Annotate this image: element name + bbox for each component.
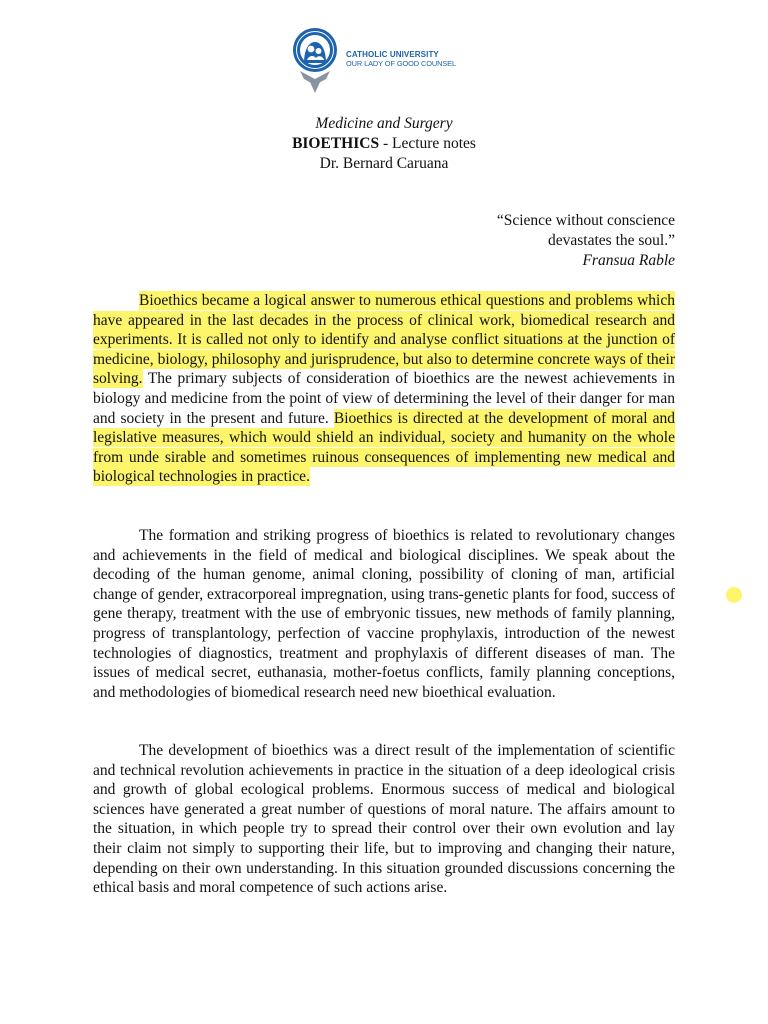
plain-text: The primary subjects of consideration of bioethics are the newest achievements in biology and medicine from the point of view of determining the level of their danger for man and society in the present and future. [93,370,675,427]
logo-text [346,50,456,68]
highlighted-text-1: Bioethics became a logical answer to numerous ethical questions and problems which have appeared in the last decades in the process of clinical work, biomedical research and experiments. It is called not only to identify and analyse conflict situations at the junction of medicine, biology, philosophy and jurisprudence, but also to determine concrete ways of their solving. [93,292,675,388]
subtitle: - Lecture notes [379,135,476,152]
document-heading [0,114,768,174]
highlight-dot-icon [726,587,742,603]
quote-line-2: devastates the soul.” [548,232,675,249]
paragraph-1 [93,291,675,487]
quote-attribution: Fransua Rable [582,252,675,269]
logo-line-2: OUR LADY OF GOOD COUNSEL [346,59,456,68]
paragraph-3-text: The development of bioethics was a direct result of the implementation of scientific and technical revolution achievements in practice in the situation of a deep ideological crisis and growth of global ecological problems. Enormous success of medical and biological sciences have generated a great number of questions of moral nature. The affairs amount to the situation, in which people try to spread their control over their own evolution and lay their claim not simply to supporting their life, but to improving and changing their nature, depending on their own understanding. In this situation grounded discussions concerning the ethical basis and moral competence of such actions arise. [93,742,675,897]
paragraph-2-text: The formation and striking progress of bioethics is related to revolutionary changes and achievements in the field of medical and biological disciplines. We speak about the decoding of the human genome, animal cloning, possibility of cloning of man, artificial change of gender, extracorporeal impregnation, using trans-genetic plants for food, success of gene therapy, treatment with the use of embryonic tissues, new methods of family planning, progress of transplantology, perfection of vaccine prophylaxis, introduction of the newest technologies of diagnostics, treatment and prophylaxis of different diseases of man. The issues of medical secret, euthanasia, mother-foetus conflicts, family planning conceptions, and methodologies of biomedical research need new bioethical evaluation. [93,527,675,701]
quote-line-1: “Science without conscience [496,212,675,229]
epigraph-quote [497,211,675,271]
author-name: Dr. Bernard Caruana [319,155,449,172]
university-logo [292,27,456,95]
document-title [0,134,768,154]
highlighted-period: . [306,468,310,486]
university-seal-icon [292,27,338,95]
subject-title: BIOETHICS [292,135,380,152]
highlighted-text-2: Bioethics is directed at the development of moral and legislative measures, which would shield an individual, society and humanity on the whole from unde sirable and sometimes ruinous consequences of implementing new medical and biological technologies in practice [93,409,675,486]
paragraph-3 [93,741,675,898]
logo-line-1: CATHOLIC UNIVERSITY [346,50,439,59]
course-name: Medicine and Surgery [315,115,453,132]
paragraph-2 [93,526,675,702]
